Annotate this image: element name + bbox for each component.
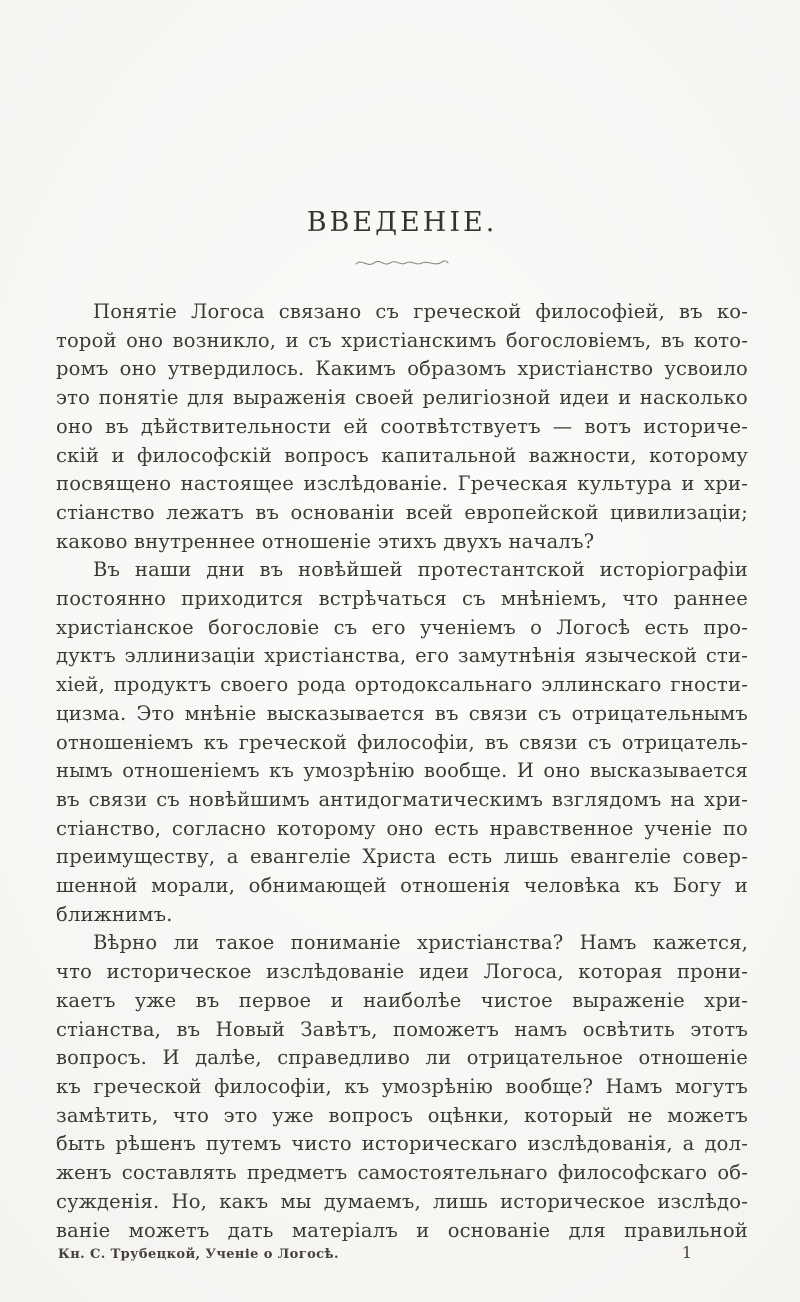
text-line: что историческое изслѣдованіе идеи Логоса, которая прони- [56,960,748,984]
text-line: отношеніемъ къ греческой философіи, въ связи съ отрицатель- [56,730,748,754]
text-line: оно въ дѣйствительности ей соотвѣтствуетъ — вотъ историче- [56,414,748,438]
text-line: замѣтить, что это уже вопросъ оцѣнки, который не можетъ [56,1103,748,1127]
divider-ornament-icon [56,256,748,272]
text-line: это понятіе для выраженія своей религіозной идеи и насколько [56,386,748,410]
running-signature: Кн. С. Трубецкой, Ученіе о Логосѣ. [58,1247,339,1262]
text-line: шенной морали, обнимающей отношенія человѣка къ Богу и [56,874,748,898]
text-line: ваніе можетъ дать матеріалъ и основаніе для правильной [56,1218,748,1242]
text-line: цизма. Это мнѣніе высказывается въ связи съ отрицательнымъ [56,701,748,725]
text-line: нымъ отношеніемъ къ умозрѣнію вообще. И оно высказывается [56,759,748,783]
text-line: вопросъ. И далѣе, справедливо ли отрицательное отношеніе [56,1046,748,1070]
text-line: каетъ уже въ первое и наиболѣе чистое выраженіе хри- [56,988,748,1012]
text-line: христіанское богословіе съ его ученіемъ о Логосѣ есть про- [56,615,748,639]
text-line: къ греческой философіи, къ умозрѣнію вообще? Намъ могутъ [56,1074,748,1098]
page-number: 1 [681,1243,692,1262]
text-line: Въ наши дни въ новѣйшей протестантской исторіографіи [93,558,748,582]
text-line: быть рѣшенъ путемъ чисто историческаго изслѣдованія, а дол- [56,1132,748,1156]
text-line: ромъ оно утвердилось. Какимъ образомъ христіанство усвоило [56,357,748,381]
text-line: стіанства, въ Новый Завѣтъ, поможетъ намъ освѣтить этотъ [56,1017,748,1041]
text-line: дуктъ эллинизаціи христіанства, его замутнѣнія языческой сти- [56,644,748,668]
text-line: скій и философскій вопросъ капитальной важности, которому [56,443,748,467]
chapter-title: ВВЕДЕНІЕ. [306,207,498,238]
text-line: торой оно возникло, и съ христіанскимъ богословіемъ, въ кото- [56,328,748,352]
text-line: женъ составлять предметъ самостоятельнаго философскаго об- [56,1161,748,1185]
text-line: ближнимъ. [56,902,173,926]
text-line: сужденія. Но, какъ мы думаемъ, лишь историческое изслѣдо- [56,1189,748,1213]
page-footer [58,1243,748,1262]
text-line: каково внутреннее отношеніе этихъ двухъ началъ? [56,529,595,553]
text-line: посвящено настоящее изслѣдованіе. Греческая культура и хри- [56,472,748,496]
text-line: Понятіе Логоса связано съ греческой философіей, въ ко- [93,300,748,323]
text-line: преимуществу, а евангеліе Христа есть лишь евангеліе совер- [56,845,748,869]
text-block [56,0,748,1245]
text-line: Вѣрно ли такое пониманіе христіанства? Намъ кажется, [93,931,748,955]
text-line: въ связи съ новѣйшимъ антидогматическимъ взглядомъ на хри- [56,787,748,811]
text-line: стіанство, согласно которому оно есть нравственное ученіе по [56,816,748,840]
text-line: стіанство лежатъ въ основаніи всей европейской цивилизаціи; [56,500,748,524]
text-line: хіей, продуктъ своего рода ортодоксальнаго эллинскаго гности- [56,673,748,697]
text-line: постоянно приходится встрѣчаться съ мнѣніемъ, что раннее [56,587,748,611]
body-text [56,298,748,1245]
